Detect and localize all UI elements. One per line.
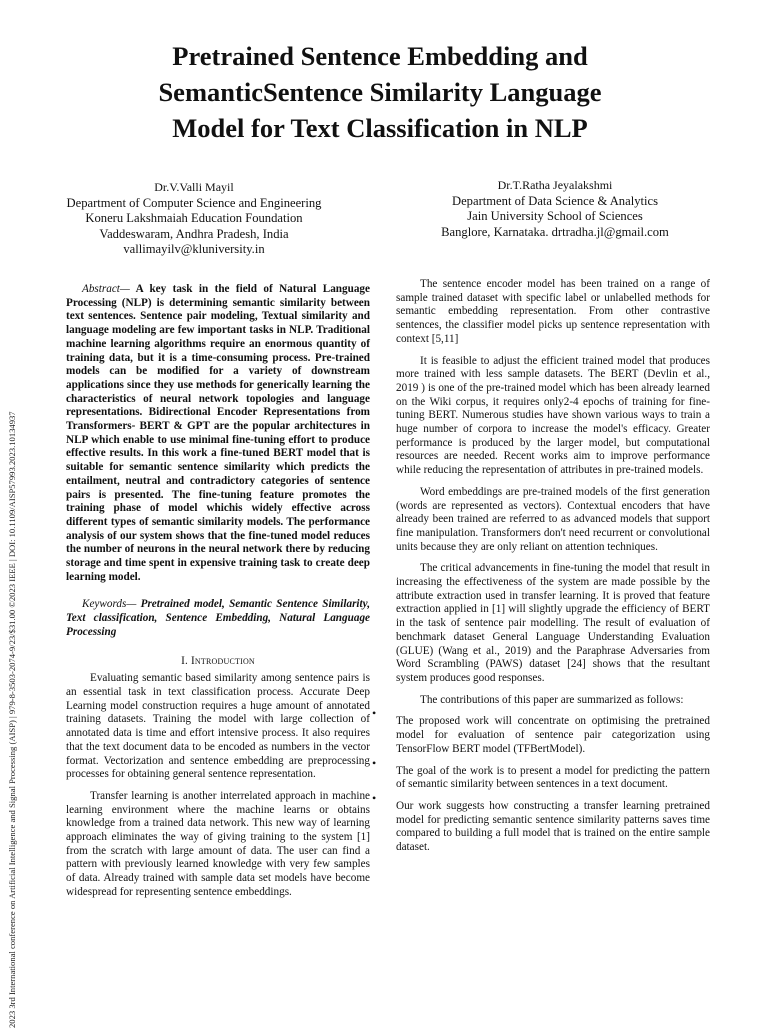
author-email: vallimayilv@kluniversity.in (123, 242, 265, 256)
section-heading-introduction: I. Introduction (181, 654, 255, 667)
abstract (66, 283, 370, 584)
paragraph: The contributions of this paper are summarized as follows: (420, 693, 684, 706)
left-column (66, 283, 370, 900)
paragraph: It is feasible to adjust the efficient trained model that produces more trained with less sample datasets. The BERT (Devlin et al., 2019 ) is one of the pre-trained model which has been already learned on the Wiki corpus, it requires only2-4 epochs of training for fine-tuning BERT. Numerous studies have shown various ways to train a huge number of corpora to increase the model's efficacy. Greater performance is produced by the larger model, but computational resources are needed. Recent works aim to improve performance while reducing the representation of attributes in pre-trained models. (396, 354, 710, 477)
conference-doi-sidebar (7, 158, 19, 1028)
abstract-lead: Abstract— (82, 283, 130, 295)
bullet-icon: • (372, 755, 377, 770)
paragraph: Evaluating semantic based similarity among sentence pairs is an essential task in text classification process. Accurate Deep Learning model construction requires a huge amount of annotated training datasets. Training the model with large collection of annotated data is time and effort intensive process. It also requires that the text document data to be encoded as numbers in the vector format. Vectorization and sentence embedding are preprocessing processes for obtaining general sentence representation. (66, 672, 370, 781)
author-affiliation: Jain University School of Sciences (467, 209, 643, 223)
bullet-text: The goal of the work is to present a model for predicting the pattern of semantic similarity between sentences in a text document. (396, 764, 710, 791)
title-line-2: SemanticSentence Similarity Language (158, 77, 602, 107)
keywords (66, 598, 370, 639)
author-affiliation: Vaddeswaram, Andhra Pradesh, India (99, 226, 289, 241)
keywords-text: Pretrained model, Semantic Sentence Similarity, Text classification, Sentence Embedding, Natural Language Processing (66, 598, 370, 638)
title-line-3: Model for Text Classification in NLP (172, 113, 588, 143)
author-name: Dr.V.Valli Mayil (154, 180, 234, 194)
author-affiliation: Department of Data Science & Analytics (452, 193, 658, 208)
abstract-text: A key task in the field of Natural Language Processing (NLP) is determining semantic similarity between text sentences. Sentence pair modeling, Textual similarity and language modeling are few important tasks in NLP. Traditional machine learning algorithms require an enormous quantity of training data, but it is a time-consuming process. Pre-trained models can be modified for a variety of downstream applications since they use methods for generically learning the characteristics of neural network topologies and language representations. Bidirectional Encoder Representations from Transformers- BERT & GPT are the popular architectures in NLP which enable to use minimal fine-tuning effort to produce effective results. In this work a fine-tuned BERT model that is suitable for semantic sentence similarity which predicts the entailment, neutral and contradictory categories of sentence pairs is presented. The fine-tuning feature promotes the training phase of model whichis widely effective across different types of semantic similarity models. The performance analysis of our system shows that the fine-tuned model reduces the number of neurons in the neural network there by reducing storage and time spent in expensive training task to create deep learning model. (66, 283, 370, 583)
author-affiliation-email: Banglore, Karnataka. drtradha.jl@gmail.com (441, 224, 669, 239)
author-block-2 (410, 178, 700, 240)
title-line-1: Pretrained Sentence Embedding and (172, 41, 588, 71)
paragraph: The critical advancements in fine-tuning the model that result in increasing the effectiveness of the system are made possible by the attribute extraction used in transfer learning. It is proved that feature extraction applied in [1] will slightly upgrade the efficiency of BERT in the task of sentence pair modelling. The result of evaluation of benchmark dataset General Language Understanding Evaluation (GLUE) (Wang et al., 2019) and the Paraphrase Adversaries from Word Scrambling (PAWS) dataset [24] shows that the resultant system produces good responses. (396, 562, 710, 684)
paper-title (60, 38, 700, 146)
keywords-lead: Keywords— (82, 598, 137, 611)
conference-doi-text: 2023 3rd International conference on Artificial Intelligence and Signal Processing (AISP) | 979-8-3503-2074-9/23/$31.00 ©2023 IEEE | DOI: 10.1109/AISP57993.2023.10134937 (7, 411, 17, 1028)
bullet-text: The proposed work will concentrate on optimising the pretrained model for evaluation of sentence pair categorization using TensorFlow BERT model (TFBertModel). (396, 715, 710, 755)
right-column (372, 278, 710, 855)
bullet-text: Our work suggests how constructing a transfer learning pretrained model for predicting semantic sentence similarity patterns saves time compared to building a full model that is trained on the entire sample dataset. (396, 799, 710, 854)
bullet-icon: • (372, 706, 377, 721)
paragraph: The sentence encoder model has been trained on a range of sample trained dataset with specific label or unlabelled methods for semantic embedding representation. From other contrastive sentences, the classifier model picks up sentence representation with context [5,11] (396, 278, 710, 345)
bullet-item (372, 755, 710, 792)
bullet-item (372, 706, 710, 756)
author-block-1 (58, 180, 330, 258)
bullet-icon: • (372, 790, 377, 805)
author-affiliation: Koneru Lakshmaiah Education Foundation (85, 211, 303, 225)
bullet-item (372, 790, 710, 855)
paragraph: Transfer learning is another interrelated approach in machine learning environment where the machine learns or obtains knowledge from a trained data network. This new way of learning approach eliminates the way of giving training to the system [1] from the scratch with large amount of data. The user can find a pattern with previously learned knowledge with very few samples of data. Already trained with sample data set models have become widespread for representing sentence embeddings. (66, 789, 370, 898)
author-name: Dr.T.Ratha Jeyalakshmi (497, 178, 613, 192)
author-affiliation: Department of Computer Science and Engineering (66, 195, 322, 210)
paragraph: Word embeddings are pre-trained models of the first generation (words are represented as vectors). Contextual encoders that have already been trained are referred to as advanced models that support fine manipulation. Transformers don't need recurrent or convolutional units because they are only reliant on attention techniques. (396, 485, 710, 553)
